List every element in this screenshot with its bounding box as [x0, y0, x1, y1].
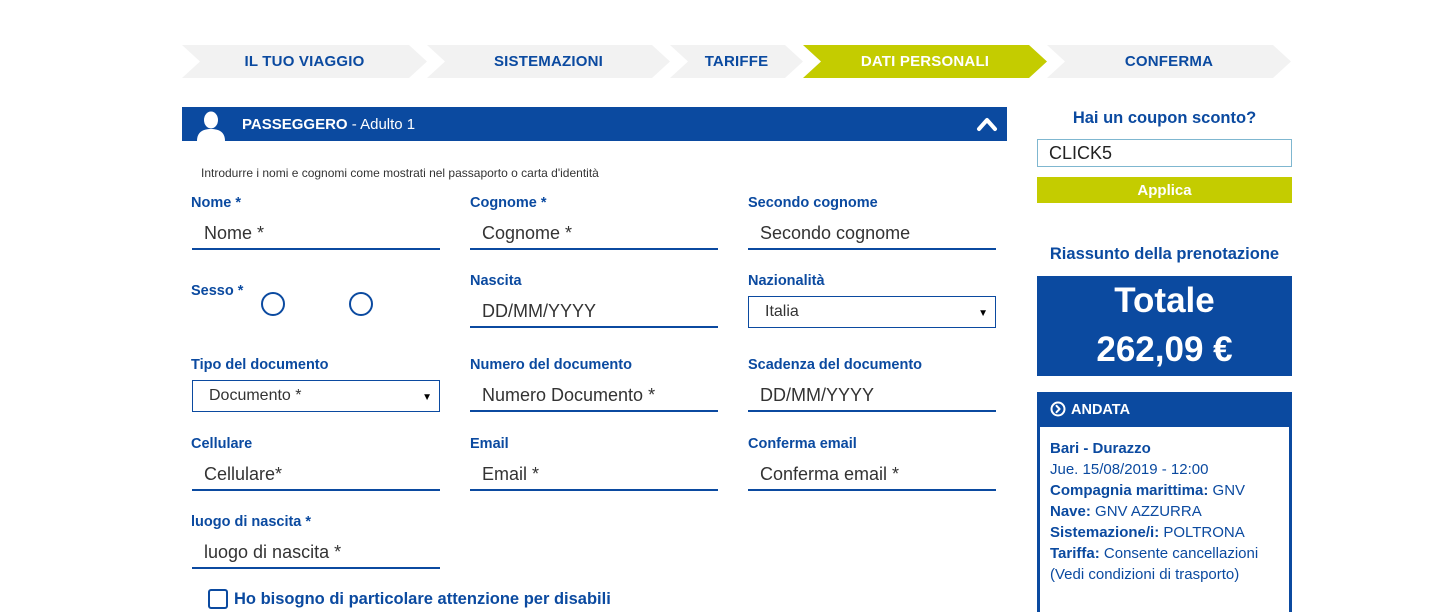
- user-silhouette-icon: [196, 110, 226, 141]
- numero-documento-input[interactable]: [470, 380, 718, 412]
- secondo-cognome-label: Secondo cognome: [748, 195, 878, 211]
- trip-fare: Consente cancellazioni (Vedi condizioni di trasporto): [1050, 545, 1259, 583]
- trip-fare-label: Tariffa:: [1050, 545, 1100, 562]
- disabili-checkbox[interactable]: [208, 589, 228, 609]
- coupon-title: Hai un coupon sconto?: [1072, 109, 1257, 127]
- trip-company-label: Compagnia marittima:: [1050, 482, 1209, 499]
- email-input[interactable]: [470, 459, 718, 491]
- total-label: Totale: [1114, 281, 1215, 320]
- trip-accommodation: POLTRONA: [1159, 524, 1245, 541]
- trip-header-label: ANDATA: [1071, 402, 1131, 418]
- sesso-radio-female[interactable]: [349, 292, 373, 316]
- step-label: SISTEMAZIONI: [493, 53, 604, 70]
- trip-company: GNV: [1208, 482, 1246, 499]
- summary-title: Riassunto della prenotazione: [1049, 245, 1280, 263]
- scadenza-documento-input[interactable]: [748, 380, 996, 412]
- disabili-label[interactable]: Ho bisogno di particolare attenzione per disabili: [234, 590, 611, 608]
- cognome-label: Cognome *: [470, 195, 547, 211]
- tipo-documento-label: Tipo del documento: [191, 357, 329, 373]
- step-label: DATI PERSONALI: [860, 53, 990, 70]
- passenger-header[interactable]: [182, 107, 1007, 141]
- step-il-tuo-viaggio[interactable]: [182, 45, 427, 78]
- nazionalita-value: Italia: [765, 303, 799, 320]
- nazionalita-label: Nazionalità: [748, 273, 825, 289]
- chevron-circle-right-icon: [1050, 401, 1066, 417]
- luogo-nascita-input[interactable]: [192, 537, 440, 569]
- passenger-title-bold: PASSEGGERO: [242, 116, 348, 133]
- trip-details: [1050, 438, 1282, 585]
- conferma-email-label: Conferma email: [748, 436, 857, 452]
- numero-documento-label: Numero del documento: [470, 357, 632, 373]
- nazionalita-select[interactable]: [748, 296, 996, 328]
- apply-coupon-button[interactable]: Applica: [1037, 177, 1292, 203]
- trip-route: Bari - Durazzo: [1050, 440, 1151, 457]
- step-dati-personali[interactable]: [803, 45, 1047, 78]
- step-sistemazioni[interactable]: [427, 45, 670, 78]
- luogo-nascita-label: luogo di nascita *: [191, 514, 312, 530]
- step-label: IL TUO VIAGGIO: [244, 53, 365, 70]
- passenger-intro-text: Introdurre i nomi e cognomi come mostrati nel passaporto o carta d'identità: [201, 166, 599, 180]
- sesso-label: Sesso *: [191, 283, 244, 299]
- total-value: 262,09 €: [1096, 330, 1233, 369]
- sesso-radio-male[interactable]: [261, 292, 285, 316]
- chevron-up-icon[interactable]: [976, 114, 998, 134]
- scadenza-documento-label: Scadenza del documento: [748, 357, 923, 373]
- step-conferma[interactable]: [1047, 45, 1291, 78]
- secondo-cognome-input[interactable]: [748, 218, 996, 250]
- dropdown-arrow-icon: ▼: [422, 392, 432, 403]
- trip-ship-label: Nave:: [1050, 503, 1091, 520]
- trip-summary-box: [1037, 392, 1292, 612]
- step-tariffe[interactable]: [670, 45, 803, 78]
- cellulare-label: Cellulare: [191, 436, 253, 452]
- passenger-title: [242, 116, 415, 133]
- tipo-documento-select[interactable]: [192, 380, 440, 412]
- nascita-input[interactable]: [470, 296, 718, 328]
- nome-label: Nome *: [191, 195, 241, 211]
- nascita-label: Nascita: [470, 273, 522, 289]
- email-label: Email: [470, 436, 509, 452]
- cognome-input[interactable]: [470, 218, 718, 250]
- trip-datetime: Jue. 15/08/2019 - 12:00: [1050, 461, 1209, 478]
- conferma-email-input[interactable]: [748, 459, 996, 491]
- step-label: CONFERMA: [1124, 53, 1214, 70]
- coupon-input[interactable]: [1037, 139, 1292, 167]
- nome-input[interactable]: [192, 218, 440, 250]
- trip-ship: GNV AZZURRA: [1090, 503, 1202, 520]
- passenger-title-rest: - Adulto 1: [347, 116, 416, 133]
- total-box: [1037, 276, 1292, 376]
- dropdown-arrow-icon: ▼: [978, 308, 988, 319]
- trip-accommodation-label: Sistemazione/i:: [1050, 524, 1160, 541]
- step-label: TARIFFE: [704, 53, 769, 70]
- cellulare-input[interactable]: [192, 459, 440, 491]
- trip-header[interactable]: [1040, 392, 1289, 427]
- tipo-documento-value: Documento *: [209, 387, 302, 404]
